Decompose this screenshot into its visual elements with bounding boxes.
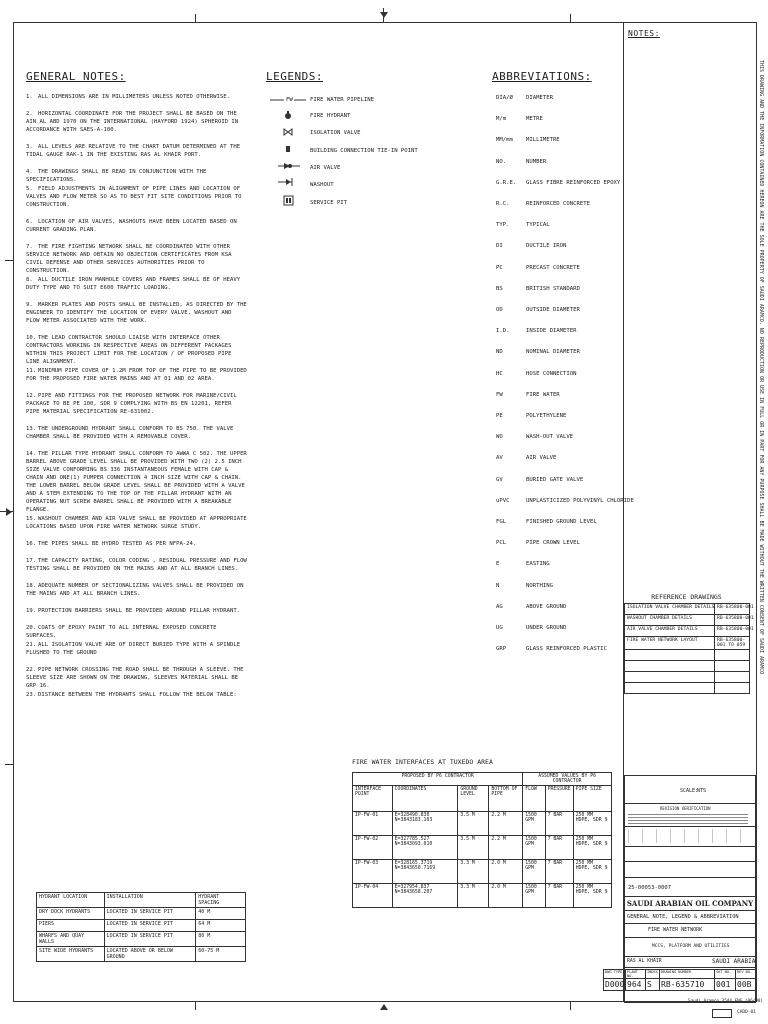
- general-note-item: [26, 607, 248, 615]
- note-text: PIPE NETWORK CROSSING THE ROAD SHALL BE THROUGH A SLEEVE. THE SLEEVE SIZE ARE SHOWN ON THE DRAWING, SLEEVES MATERIAL SHALL BE GRP 16.: [26, 667, 244, 689]
- table-row: [353, 860, 612, 884]
- abbreviation-meaning: GLASS REINFORCED PLASTIC: [526, 646, 607, 653]
- table-row: [625, 637, 750, 650]
- reference-drawings-table: [624, 603, 754, 694]
- abbreviation-meaning: DIAMETER: [526, 95, 553, 101]
- legend-label: WASHOUT: [310, 182, 334, 188]
- col-header: PRESSURE: [545, 786, 573, 812]
- abbreviation-code: MM/mm: [496, 137, 513, 144]
- table-cell: 1500 GPM: [523, 812, 545, 836]
- note-number: 17.: [26, 558, 37, 564]
- drawing-number-col-header: INDEX: [646, 970, 660, 979]
- abbreviation-code: ND: [496, 349, 503, 356]
- drawing-number-col-header: DWG TYPE: [604, 970, 626, 979]
- table-cell: 2.0 M: [489, 884, 523, 908]
- revision-verification: REVISION VERIFICATION: [660, 806, 711, 811]
- abbreviation-meaning: UNDER GROUND: [526, 625, 567, 631]
- note-number: 21.: [26, 642, 37, 648]
- abbreviation-code: AG: [496, 603, 503, 610]
- stamp-box: [712, 1009, 732, 1018]
- table-row: [37, 908, 246, 920]
- note-number: 4.: [26, 169, 33, 175]
- note-number: 9.: [26, 302, 33, 308]
- general-note-item: [26, 691, 248, 699]
- note-number: 11.: [26, 368, 37, 374]
- drawing-number-value: 00B: [736, 979, 757, 991]
- general-note-item: [26, 450, 248, 514]
- note-number: 7.: [26, 244, 33, 250]
- divider: [624, 937, 756, 938]
- table-cell: 60-75 M: [196, 947, 246, 962]
- general-note-item: [26, 218, 248, 234]
- table-cell: WHARFS AND QUAY WALLS: [37, 932, 105, 947]
- abbreviation-meaning: TYPICAL: [526, 222, 550, 229]
- table-cell: RB-635800-001: [715, 615, 750, 626]
- abbreviation-meaning: FIRE WATER: [526, 391, 560, 398]
- note-text: THE LEAD CONTRACTOR SHOULD LIAISE WITH INTERFACE OTHER CONTRACTORS WORKING IN RESPECTIVE AREAS ON DIFFERENT PACKAGES WITHIN THIS PROJECT LIMIT FOR THE LOCATION / OF PROPOSED PIPE LINE ALIGNMENT.: [26, 335, 232, 365]
- abbreviation-meaning: HOSE CONNECTION: [526, 370, 577, 377]
- drawing-number-col-header: PLANT NO.: [626, 970, 646, 979]
- country: SAUDI ARABIA: [712, 958, 756, 965]
- service-pit-icon: [284, 196, 293, 205]
- drawing-title: GENERAL NOTE, LEGEND & ABBREVIATION: [627, 914, 739, 920]
- air-valve-icon: [278, 163, 300, 169]
- table-cell: LOCATED IN SERVICE PIT: [104, 908, 196, 920]
- drawing-subtitle-2: MCCS, PLATFORM AND UTILITIES: [652, 944, 730, 949]
- tick: [570, 1002, 571, 1010]
- drawing-number-col-header: DRAWING NUMBER: [660, 970, 715, 979]
- group-header: PROPOSED BY P6 CONTRACTOR: [353, 773, 523, 786]
- table-cell: 7 BAR: [545, 812, 573, 836]
- table-header: HYDRANT LOCATION: [37, 893, 105, 908]
- divider: [624, 861, 756, 862]
- table-row: [625, 683, 750, 694]
- abbreviation-meaning: NOMINAL DIAMETER: [526, 349, 580, 356]
- table-cell: RB-635800-001: [715, 626, 750, 637]
- abbreviation-code: FGL: [496, 519, 507, 525]
- general-note-item: [26, 185, 248, 209]
- abbreviation-meaning: NUMBER: [526, 158, 547, 165]
- table-cell: WASHOUT CHAMBER DETAILS: [625, 615, 715, 626]
- abbreviation-meaning: INSIDE DIAMETER: [526, 328, 577, 335]
- table-cell: 7 BAR: [545, 884, 573, 908]
- abbreviation-code: BS: [496, 285, 503, 292]
- abbreviation-meaning: REINFORCED CONCRETE: [526, 201, 590, 207]
- table-cell: 2.2 M: [489, 812, 523, 836]
- table-cell: [625, 661, 715, 672]
- table-cell: E=327954.837 N=3843658.207: [392, 884, 458, 908]
- cadd-code: CADD-01: [737, 1010, 756, 1015]
- location: RAS AL KHAIR: [627, 959, 662, 964]
- tick: [5, 764, 13, 765]
- abbreviation-code: WO: [496, 434, 503, 441]
- abbreviation-meaning: AIR VALVE: [526, 455, 557, 462]
- table-cell: LOCATED IN SERVICE PIT: [104, 920, 196, 932]
- abbreviation-code: FW: [496, 391, 503, 398]
- table-row: [625, 650, 750, 661]
- general-note-item: [26, 367, 248, 383]
- table-cell: [715, 672, 750, 683]
- table-cell: 250 MM HDPE, SDR 9: [573, 836, 611, 860]
- tick: [5, 260, 13, 261]
- abbreviation-meaning: PRECAST CONCRETE: [526, 264, 580, 271]
- table-cell: 3.3 M: [458, 860, 489, 884]
- abbreviation-meaning: WASH-OUT VALVE: [526, 434, 574, 441]
- note-text: COATS OF EPOXY PAINT TO ALL INTERNAL EXPOSED CONCRETE SURFACES.: [26, 625, 217, 639]
- abbreviation-code: E: [496, 561, 500, 568]
- isolation-valve-icon: [284, 129, 292, 135]
- table-row: [37, 920, 246, 932]
- abbreviation-code: GRP: [496, 646, 507, 653]
- table-cell: LOCATED IN SERVICE PIT: [104, 932, 196, 947]
- note-number: 8.: [26, 277, 33, 283]
- note-text: THE UNDERGROUND HYDRANT SHALL CONFORM TO BS 750. THE VALVE CHAMBER SHALL BE PROVIDED WITH A REMOVABLE COVER.: [26, 426, 234, 440]
- table-cell: IP-FW-01: [353, 812, 393, 836]
- col-header: COORDINATES: [392, 786, 458, 812]
- note-text: WASHOUT CHAMBER AND AIR VALVE SHALL BE PROVIDED AT APPROPRIATE LOCATIONS BASED UPON FIRE WATER NETWORK SURGE STUDY.: [26, 516, 247, 530]
- abbreviation-meaning: PIPE CROWN LEVEL: [526, 540, 580, 547]
- note-text: DISTANCE BETWEEN THE HYDRANTS SHALL FOLLOW THE BELOW TABLE:: [38, 692, 237, 698]
- abbreviation-code: N: [496, 582, 500, 589]
- abbreviation-meaning: ABOVE GROUND: [526, 603, 567, 610]
- table-row: [625, 604, 750, 615]
- note-text: MARKER PLATES AND POSTS SHALL BE INSTALLED, AS DIRECTED BY THE ENGINEER TO IDENTIFY THE LOCATION OF EVERY VALVE, WASHOUT AND FLOW METER ASSOCIATED WITH THE WORK.: [26, 302, 247, 324]
- drawing-number-value: D000: [605, 980, 625, 989]
- table-header: HYDRANT SPACING: [196, 893, 246, 908]
- abbreviation-meaning: MILLIMETRE: [526, 137, 560, 144]
- divider: [624, 923, 756, 924]
- general-note-item: [26, 334, 248, 366]
- interfaces-title: FIRE WATER INTERFACES AT TUXEDO AREA: [352, 758, 493, 766]
- drawing-number-value: S: [646, 979, 660, 991]
- note-number: 16.: [26, 541, 37, 547]
- note-text: ALL LEVELS ARE RELATIVE TO THE CHART DATUM DETERMINED AT THE TIDAL GAUGE RAK-1 IN THE EXISTING RAS AL KHAIR PORT.: [26, 144, 241, 158]
- abbreviation-code: OD: [496, 307, 503, 313]
- divider: [624, 910, 756, 911]
- drawing-number-value: RB-635710: [660, 979, 715, 991]
- top-arrow-icon: [380, 12, 388, 18]
- general-note-item: [26, 110, 248, 134]
- note-text: THE PIPES SHALL BE HYDRO TESTED AS PER NFPA-24.: [38, 541, 197, 547]
- certification-text: [628, 814, 748, 824]
- divider: [624, 877, 756, 878]
- note-text: ALL ISOLATION VALVE ARE OF DIRECT BURIED TYPE WITH A SPINDLE FLUSHED TO THE GROUND: [26, 642, 241, 656]
- table-row: [37, 932, 246, 947]
- note-text: LOCATION OF AIR VALVES, WASHOUTS HAVE BEEN LOCATED BASED ON CURRENT GRADING PLAN.: [26, 219, 237, 233]
- note-text: ALL DIMENSIONS ARE IN MILLIMETERS UNLESS NOTED OTHERWISE.: [38, 94, 230, 100]
- table-cell: 3.5 M: [458, 836, 489, 860]
- note-text: MINIMUM PIPE COVER OF 1.2M FROM TOP OF THE PIPE TO BE PROVIDED FOR THE PROPOSED FIRE WATER MAINS AND AT 01 AND 02 AREA.: [26, 368, 247, 382]
- table-cell: 40 M: [196, 908, 246, 920]
- note-text: FIELD ADJUSTMENTS IN ALIGNMENT OF PIPE LINES AND LOCATION OF VALVES AND FLOW METER SO AS TO BEST FIT SITE CONDITIONS PRIOR TO CONSTRUCTION.: [26, 186, 242, 208]
- general-note-item: [26, 93, 248, 101]
- note-number: 22.: [26, 667, 37, 673]
- table-cell: 250 MM HDPE, SDR 9: [573, 860, 611, 884]
- note-text: THE FIRE FIGHTING NETWORK SHALL BE COORDINATED WITH OTHER SERVICE NETWORK AND OBTAIN NO OBJECTION CERTIFICATES FROM KSA CIVIL DEFENSE AND OTHER SERVICES AUTHORITIES PRIOR TO CONSTRUCTION.: [26, 244, 232, 274]
- drawing-subtitle-1: FIRE WATER NETWORK: [648, 927, 703, 933]
- table-cell: 1500 GPM: [523, 884, 545, 908]
- legend-label: FIRE HYDRANT: [310, 113, 351, 119]
- table-cell: LOCATED ABOVE OR BELOW GROUND: [104, 947, 196, 962]
- note-number: 18.: [26, 583, 37, 589]
- scale-value: NTS: [697, 788, 707, 794]
- general-note-item: [26, 243, 248, 275]
- note-number: 20.: [26, 625, 37, 631]
- drawing-number-value: 001: [715, 979, 736, 991]
- abbreviation-code: G.R.E.: [496, 179, 517, 186]
- table-cell: 64 M: [196, 920, 246, 932]
- note-text: THE DRAWINGS SHALL BE READ IN CONJUNCTION WITH THE SPECIFICATIONS.: [26, 169, 207, 183]
- abbreviation-code: GV: [496, 476, 503, 483]
- legend-label: SERVICE PIT: [310, 200, 348, 206]
- table-cell: 7 BAR: [545, 836, 573, 860]
- general-note-item: [26, 624, 248, 640]
- abbreviation-code: PCL: [496, 540, 507, 547]
- abbreviation-meaning: FINISHED GROUND LEVEL: [526, 519, 597, 525]
- tie-in-point-icon: [286, 146, 290, 152]
- general-note-item: [26, 392, 248, 416]
- col-header: FLOW: [523, 786, 545, 812]
- table-cell: 250 MM HDPE, SDR 9: [573, 884, 611, 908]
- table-cell: AIR VALVE CHAMBER DETAILS: [625, 626, 715, 637]
- abbreviation-code: DIA/Ø: [496, 95, 513, 101]
- general-note-item: [26, 540, 248, 548]
- legend-label: AIR VALVE: [310, 165, 341, 171]
- abbreviation-meaning: UNPLASTICIZED POLYVINYL CHLORIDE: [526, 497, 634, 504]
- general-note-item: [26, 276, 248, 292]
- abbreviation-code: TYP.: [496, 222, 510, 229]
- table-cell: SITE WIDE HYDRANTS: [37, 947, 105, 962]
- table-cell: 3.5 M: [458, 812, 489, 836]
- note-text: PROTECTION BARRIERS SHALL BE PROVIDED AROUND PILLAR HYDRANT.: [38, 608, 241, 614]
- document-number: 25-00053-0007: [628, 885, 672, 891]
- note-number: 6.: [26, 219, 33, 225]
- table-row: [625, 661, 750, 672]
- abbreviation-code: PC: [496, 264, 503, 271]
- approval-fields: [628, 829, 748, 843]
- note-text: PIPE AND FITTINGS FOR THE PROPOSED NETWORK FOR MARINE/CIVIL PACKAGE TO BE PE 100, SDR 9 COMPLYING WITH BS EN 12201, REFER PIPE MATERIAL SPECIFICATION RE-631002.: [26, 393, 237, 415]
- tick: [195, 1002, 196, 1010]
- col-header: INTERFACE POINT: [353, 786, 393, 812]
- table-cell: 1500 GPM: [523, 836, 545, 860]
- abbreviation-meaning: METRE: [526, 116, 543, 123]
- note-text: ALL DUCTILE IRON MANHOLE COVERS AND FRAMES SHALL BE OF HEAVY DUTY TYPE AND TO SUIT E600 TRAFFIC LOADING.: [26, 277, 241, 291]
- abbreviations-title: ABBREVIATIONS:: [492, 70, 592, 83]
- note-number: 10.: [26, 335, 37, 341]
- table-cell: 80 M: [196, 932, 246, 947]
- scale-label: SCALE:: [680, 788, 699, 794]
- abbreviation-code: PE: [496, 413, 503, 419]
- drawing-number-col-header: SHT NO.: [715, 970, 736, 979]
- abbreviation-code: DI: [496, 243, 503, 250]
- hydrant-spacing-table: [36, 892, 246, 962]
- table-row: [625, 626, 750, 637]
- table-cell: [715, 650, 750, 661]
- left-arrow-icon: [6, 508, 12, 516]
- table-cell: PIERS: [37, 920, 105, 932]
- note-number: 5.: [26, 186, 33, 192]
- abbreviation-code: AV: [496, 455, 503, 462]
- note-number: 1.: [26, 94, 33, 100]
- general-note-item: [26, 168, 248, 184]
- general-note-item: [26, 641, 248, 657]
- note-text: HORIZONTAL COORDINATE FOR THE PROJECT SHALL BE BASED ON THE AIN AL ABD 1970 ON THE INTERNATIONAL (HAYFORD 1924) SPHEROID IN ACCORDANCE WITH SAES-A-100.: [26, 111, 239, 133]
- table-cell: 1500 GPM: [523, 860, 545, 884]
- abbreviation-meaning: EASTING: [526, 561, 550, 568]
- table-row: [353, 836, 612, 860]
- table-row: [353, 812, 612, 836]
- table-cell: RB-635800-001 TO 059: [715, 637, 750, 650]
- table-cell: E=327785.527 N=3843093.010: [392, 836, 458, 860]
- divider: [624, 967, 756, 968]
- notes-header: NOTES:: [628, 29, 660, 38]
- abbreviation-meaning: NORTHING: [526, 582, 553, 589]
- note-text: THE PILLAR TYPE HYDRANT SHALL CONFORM TO AWWA C 502. THE UPPER BARREL ABOVE GRADE LEVEL SHALL BE PROVIDED WITH TWO (2) 2.5 INCH SIZE VALVE CONFORMING BS 336 INSTANTANEOUS FEMALE WITH CAP & CHAIN AND ONE(1) PUMPER CONNECTION 4 INCH SIZE WITH CAP & CHAIN. THE LOWER BARREL BELOW GRADE LEVEL SHALL BE PROVIDED WITH A VALVE AND A STEM EXTENDING TO THE TOP OF THE PILLAR HYDRANT WITH AN OPERATING NUT SCREW BARREL SHALL BE PROVIDED WITH A BREAKABLE FLANGE.: [26, 451, 247, 513]
- drawing-number-col-header: REV NO.: [736, 970, 757, 979]
- legend-label: FIRE WATER PIPELINE: [310, 97, 374, 103]
- divider: [624, 956, 756, 957]
- abbreviation-code: R.C.: [496, 201, 510, 207]
- note-number: 12.: [26, 393, 37, 399]
- table-cell: IP-FW-02: [353, 836, 393, 860]
- abbreviation-code: HC: [496, 370, 503, 377]
- drawing-number-value: 964: [626, 979, 646, 991]
- general-note-item: [26, 515, 248, 531]
- col-header: PIPE SIZE: [573, 786, 611, 812]
- abbreviation-code: NO.: [496, 158, 507, 165]
- col-header: GROUND LEVEL: [458, 786, 489, 812]
- table-cell: IP-FW-04: [353, 884, 393, 908]
- tick: [570, 14, 571, 22]
- note-number: 14.: [26, 451, 37, 457]
- table-cell: IP-FW-03: [353, 860, 393, 884]
- table-cell: [715, 661, 750, 672]
- table-cell: ISOLATION VALVE CHAMBER DETAILS: [625, 604, 715, 615]
- note-number: 23.: [26, 692, 37, 698]
- interfaces-table: [352, 772, 612, 908]
- table-cell: [625, 650, 715, 661]
- table-cell: 2.0 M: [489, 860, 523, 884]
- company-name: SAUDI ARABIAN OIL COMPANY: [626, 899, 754, 908]
- note-text: ADEQUATE NUMBER OF SECTIONALIZING VALVES SHALL BE PROVIDED ON THE MAINS AND AT ALL BRANCH LINES.: [26, 583, 244, 597]
- abbreviation-meaning: OUTSIDE DIAMETER: [526, 307, 580, 313]
- abbreviation-meaning: BURIED GATE VALVE: [526, 476, 584, 483]
- table-cell: FIRE WATER NETWORK LAYOUT: [625, 637, 715, 650]
- divider: [624, 803, 756, 804]
- table-row: [37, 947, 246, 962]
- drawing-number-table: [603, 969, 757, 991]
- note-number: 2.: [26, 111, 33, 117]
- legend-fw-code: FW: [286, 97, 293, 103]
- tick: [195, 14, 196, 22]
- abbreviation-code: M/m: [496, 116, 507, 123]
- general-note-item: [26, 666, 248, 690]
- col-header: BOTTOM OF PIPE: [489, 786, 523, 812]
- abbreviation-code: uPVC: [496, 497, 510, 504]
- note-number: 13.: [26, 426, 37, 432]
- table-cell: DRY DOCK HYDRANTS: [37, 908, 105, 920]
- divider: [624, 896, 756, 897]
- general-note-item: [26, 582, 248, 598]
- table-cell: 7 BAR: [545, 860, 573, 884]
- note-number: 15.: [26, 516, 37, 522]
- divider: [624, 846, 756, 847]
- legend-label: ISOLATION VALVE: [310, 130, 361, 136]
- abbreviation-meaning: POLYETHYLENE: [526, 413, 567, 419]
- table-cell: 2.2 M: [489, 836, 523, 860]
- bottom-arrow-icon: [380, 1004, 388, 1010]
- general-notes-title: GENERAL NOTES:: [26, 70, 126, 83]
- note-number: 3.: [26, 144, 33, 150]
- table-row: [625, 615, 750, 626]
- abbreviation-code: I.D.: [496, 328, 510, 335]
- general-note-item: [26, 557, 248, 573]
- general-note-item: [26, 143, 248, 159]
- group-header: ASSUMED VALUES BY P6 CONTRACTOR: [523, 773, 612, 786]
- note-number: 19.: [26, 608, 37, 614]
- table-row: [353, 884, 612, 908]
- abbreviation-code: UG: [496, 625, 503, 631]
- legends-title: LEGENDS:: [266, 70, 323, 83]
- general-note-item: [26, 301, 248, 325]
- table-cell: 3.3 M: [458, 884, 489, 908]
- table-cell: [715, 683, 750, 694]
- table-cell: E=328490.830 N=3843183.103: [392, 812, 458, 836]
- table-header: INSTALLATION: [104, 893, 196, 908]
- abbreviation-meaning: BRITISH STANDARD: [526, 285, 580, 292]
- table-row: [625, 672, 750, 683]
- note-text: THE CAPACITY RATING, COLOR CODING , RESIDUAL PRESSURE AND FLOW TESTING SHALL BE PROVIDED ON THE MAINS AND AT ALL BRANCH LINES.: [26, 558, 247, 572]
- abbreviation-meaning: DUCTILE IRON: [526, 243, 567, 250]
- table-cell: [625, 672, 715, 683]
- table-cell: 250 MM HDPE, SDR 9: [573, 812, 611, 836]
- table-cell: RB-635800-001: [715, 604, 750, 615]
- general-note-item: [26, 425, 248, 441]
- divider: [624, 826, 756, 827]
- fire-hydrant-icon: [285, 111, 291, 119]
- legend-symbols: [268, 92, 308, 212]
- reference-drawings-title: REFERENCE DRAWINGS: [651, 593, 722, 601]
- legend-label: BUILDING CONNECTION TIE-IN POINT: [310, 148, 418, 154]
- table-cell: [625, 683, 715, 694]
- abbreviation-meaning: GLASS FIBRE REINFORCED EPOXY: [526, 179, 621, 186]
- form-footer: Saudi Aramco 3544 ENG (06/98): [688, 999, 764, 1004]
- washout-icon: [278, 178, 292, 186]
- vertical-ownership-note: THIS DRAWING AND THE INFORMATION CONTAINED HEREON ARE THE SOLE PROPERTY OF SAUDI ARAMCO. NO REPRODUCTION OR USE IN FULL OR IN PART FOR ANY PURPOSE SHALL BE MADE WITHOUT THE WRITTEN CONSENT OF SAUDI ARAMCO: [758, 60, 764, 675]
- table-cell: E=328165.3719 N=3843650.7169: [392, 860, 458, 884]
